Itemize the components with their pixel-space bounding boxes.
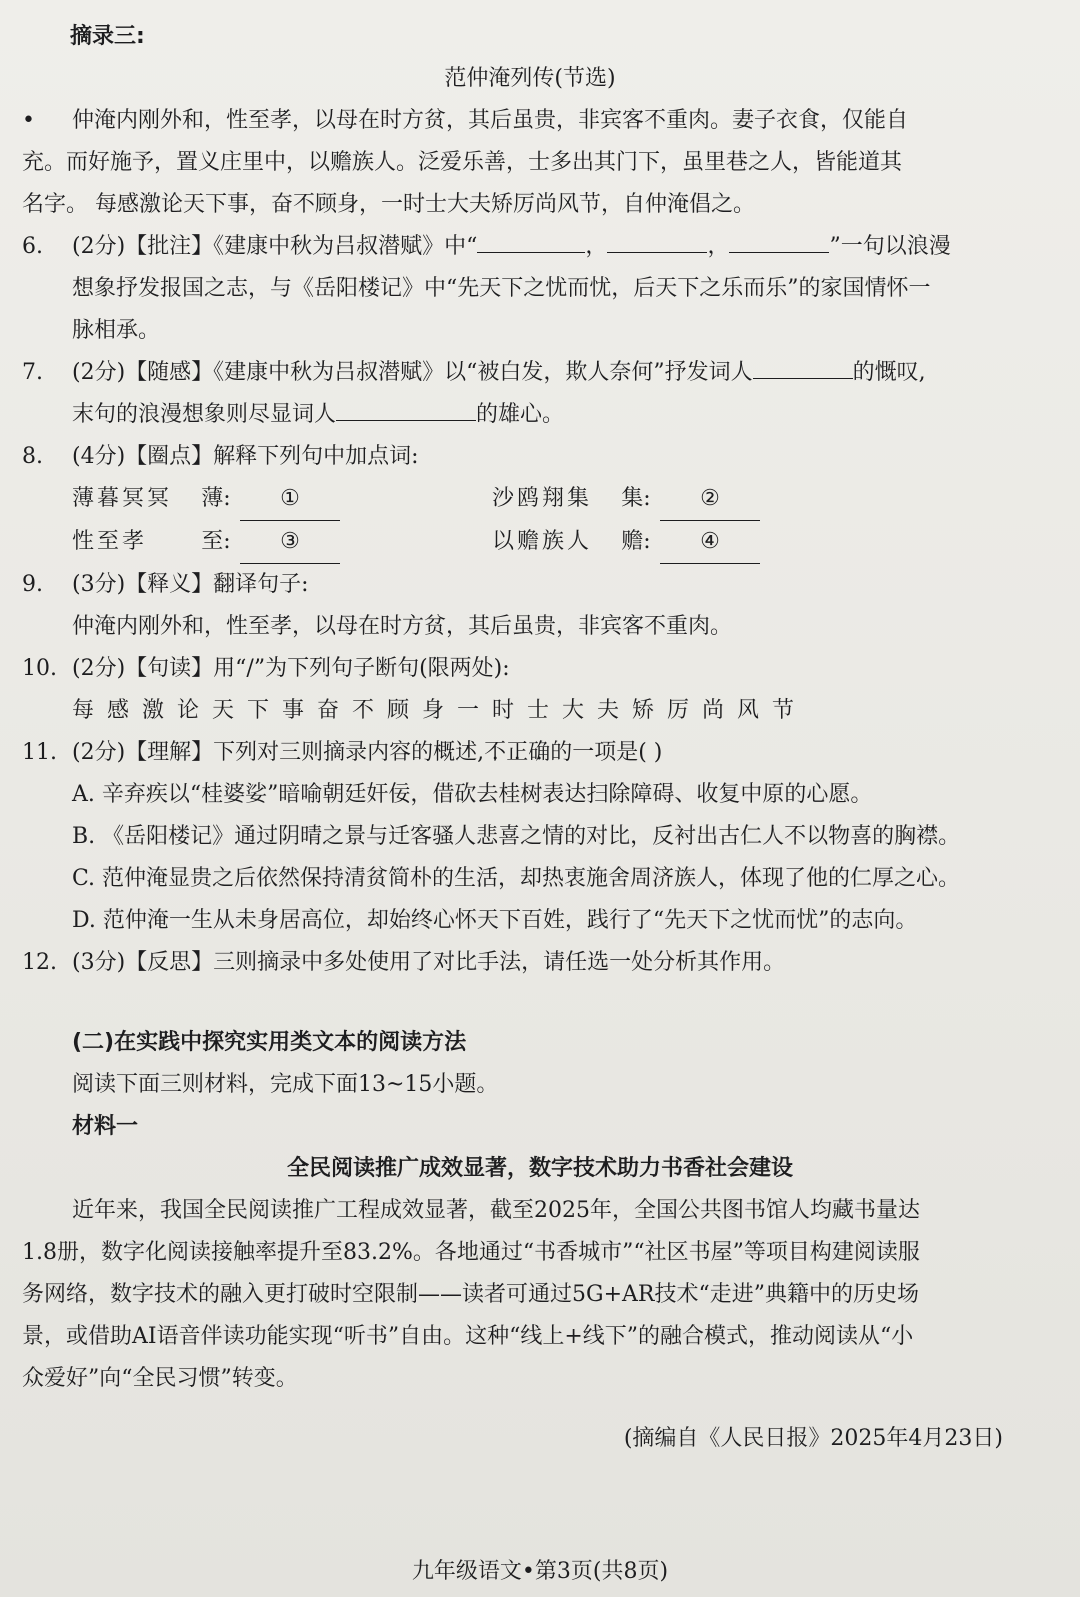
question-number: 8.	[22, 444, 43, 469]
q6-line-2: 想象抒发报国之志，与《岳阳楼记》中“先天下之忧而忧，后天下之乐而乐”的家国情怀一	[72, 276, 931, 301]
q9-text: (3分)【释义】翻译句子:	[72, 572, 309, 597]
question-number: 7.	[22, 360, 43, 385]
question-11	[22, 732, 1058, 774]
q8-phrase: 薄暮冥冥	[72, 486, 173, 511]
material-title: 全民阅读推广成效显著，数字技术助力书香社会建设	[286, 1156, 793, 1181]
q8-row-2	[22, 521, 1058, 564]
question-8	[22, 436, 1058, 478]
q8-answer-blank[interactable]: ④	[660, 521, 760, 564]
excerpt-paragraph-line-3: 名字。 每感激论天下事，奋不顾身，一时士大夫矫厉尚风节，自仲淹倡之。	[22, 192, 755, 217]
q7-text-c: 末句的浪漫想象则尽显词人	[72, 402, 337, 427]
question-7	[22, 352, 1058, 394]
q6-comma-2: ，	[707, 234, 730, 259]
question-10	[22, 648, 1058, 690]
q8-answer-blank[interactable]: ②	[660, 478, 760, 521]
page-footer: 九年级语文•第3页(共8页)	[411, 1559, 669, 1584]
material-line-5: 众爱好”向“全民习惯”转变。	[22, 1366, 298, 1391]
excerpt-paragraph-line-1	[22, 100, 1058, 142]
q8-word: 至:	[201, 529, 231, 554]
q6-blank-2[interactable]	[607, 226, 707, 253]
q8-item	[492, 478, 912, 521]
q8-word: 薄:	[201, 486, 231, 511]
section-heading: (二)在实践中探究实用类文本的阅读方法	[72, 1030, 467, 1055]
q7-text-d: 的雄心。	[476, 402, 565, 427]
question-number: 11.	[22, 740, 57, 765]
q10-sentence: 每感激论天下事奋不顾身一时士大夫矫厉尚风节	[72, 698, 808, 723]
q8-row-1	[22, 478, 1058, 521]
q11-text-a: (2分)【理解】下列对三则摘录内容的概述,	[72, 740, 485, 765]
q7-text-b: 的慨叹,	[852, 360, 926, 385]
q8-phrase: 性至孝	[72, 529, 148, 554]
q7-blank-2[interactable]	[336, 394, 476, 421]
q6-line-3: 脉相承。	[72, 318, 161, 343]
q9-sentence: 仲淹内刚外和，性至孝，以母在时方贫，其后虽贵，非宾客不重肉。	[72, 614, 733, 639]
q8-phrase: 以赡族人	[492, 529, 593, 554]
q8-item	[72, 478, 492, 521]
material-line-2: 1.8册，数字化阅读接触率提升至83.2%。各地通过“书香城市”“社区书屋”等项目构建阅读服	[22, 1240, 920, 1265]
q11-dotted-char: 不	[484, 740, 507, 765]
q11-text-e: 的一项是( )	[550, 740, 663, 765]
q11-option-c[interactable]: C. 范仲淹显贵之后依然保持清贫简朴的生活，却热衷施舍周济族人，体现了他的仁厚之心。	[72, 866, 961, 891]
material-line-1: 近年来，我国全民阅读推广工程成效显著，截至2025年，全国公共图书馆人均藏书量达	[72, 1198, 920, 1223]
excerpt-text-1: 仲淹内刚外和，性至孝，以母在时方贫，其后虽贵，非宾客不重肉。妻子衣食，仅能自	[72, 108, 909, 133]
q8-word: 集:	[621, 486, 651, 511]
material-label: 材料一	[72, 1114, 139, 1139]
q11-option-b[interactable]: B. 《岳阳楼记》通过阴晴之景与迁客骚人悲喜之情的对比，反衬出古仁人不以物喜的胸襟。	[72, 824, 961, 849]
material-line-3: 务网络，数字技术的融入更打破时空限制——读者可通过5G+AR技术“走进”典籍中的历史场	[22, 1282, 919, 1307]
q11-option-a[interactable]: A. 辛弃疾以“桂婆娑”暗喻朝廷奸佞，借砍去桂树表达扫除障碍、收复中原的心愿。	[72, 782, 873, 807]
q8-item	[72, 521, 492, 564]
question-6	[22, 226, 1058, 268]
q11-dotted-char: 正	[506, 740, 529, 765]
excerpt-label: 摘录三:	[70, 24, 145, 49]
q6-blank-1[interactable]	[477, 226, 585, 253]
section-instructions: 阅读下面三则材料，完成下面13~15小题。	[72, 1072, 499, 1097]
q11-option-d[interactable]: D. 范仲淹一生从未身居高位，却始终心怀天下百姓，践行了“先天下之忧而忧”的志向。	[72, 908, 918, 933]
q12-text: (3分)【反思】三则摘录中多处使用了对比手法，请任选一处分析其作用。	[72, 950, 786, 975]
question-number: 12.	[22, 950, 57, 975]
excerpt-paragraph-line-2: 充。而好施予，置义庄里中，以赡族人。泛爱乐善，士多出其门下，虽里巷之人，皆能道其	[22, 150, 903, 175]
question-number: 9.	[22, 572, 43, 597]
q8-answer-blank[interactable]: ③	[240, 521, 340, 564]
q8-word: 赡:	[621, 529, 651, 554]
q8-phrase: 沙鸥翔集	[492, 486, 593, 511]
excerpt-title: 范仲淹列传(节选)	[444, 66, 616, 91]
question-number: 6.	[22, 234, 43, 259]
q11-dotted-char: 确	[528, 740, 551, 765]
q8-text: (4分)【圈点】解释下列句中加点词:	[72, 444, 419, 469]
material-line-4: 景，或借助AI语音伴读功能实现“听书”自由。这种“线上+线下”的融合模式，推动阅读从“小	[22, 1324, 914, 1349]
q6-text-head: (2分)【批注】《建康中秋为吕叔潜赋》中“	[72, 234, 478, 259]
q6-comma-1: ，	[585, 234, 608, 259]
bullet-mark: •	[22, 108, 35, 133]
q6-blank-3[interactable]	[729, 226, 829, 253]
material-source: (摘编自《人民日报》2025年4月23日)	[623, 1426, 1003, 1451]
q7-blank-1[interactable]	[753, 352, 853, 379]
question-number: 10.	[22, 656, 57, 681]
question-9	[22, 564, 1058, 606]
question-12	[22, 942, 1058, 984]
q7-line-2	[22, 394, 1058, 436]
q6-text-tail: ”一句以浪漫	[829, 234, 951, 259]
q8-item	[492, 521, 912, 564]
q8-answer-blank[interactable]: ①	[240, 478, 340, 521]
q7-text-a: (2分)【随感】《建康中秋为吕叔潜赋》以“被白发，欺人奈何”抒发词人	[72, 360, 753, 385]
q10-text: (2分)【句读】用“/”为下列句子断句(限两处):	[72, 656, 510, 681]
